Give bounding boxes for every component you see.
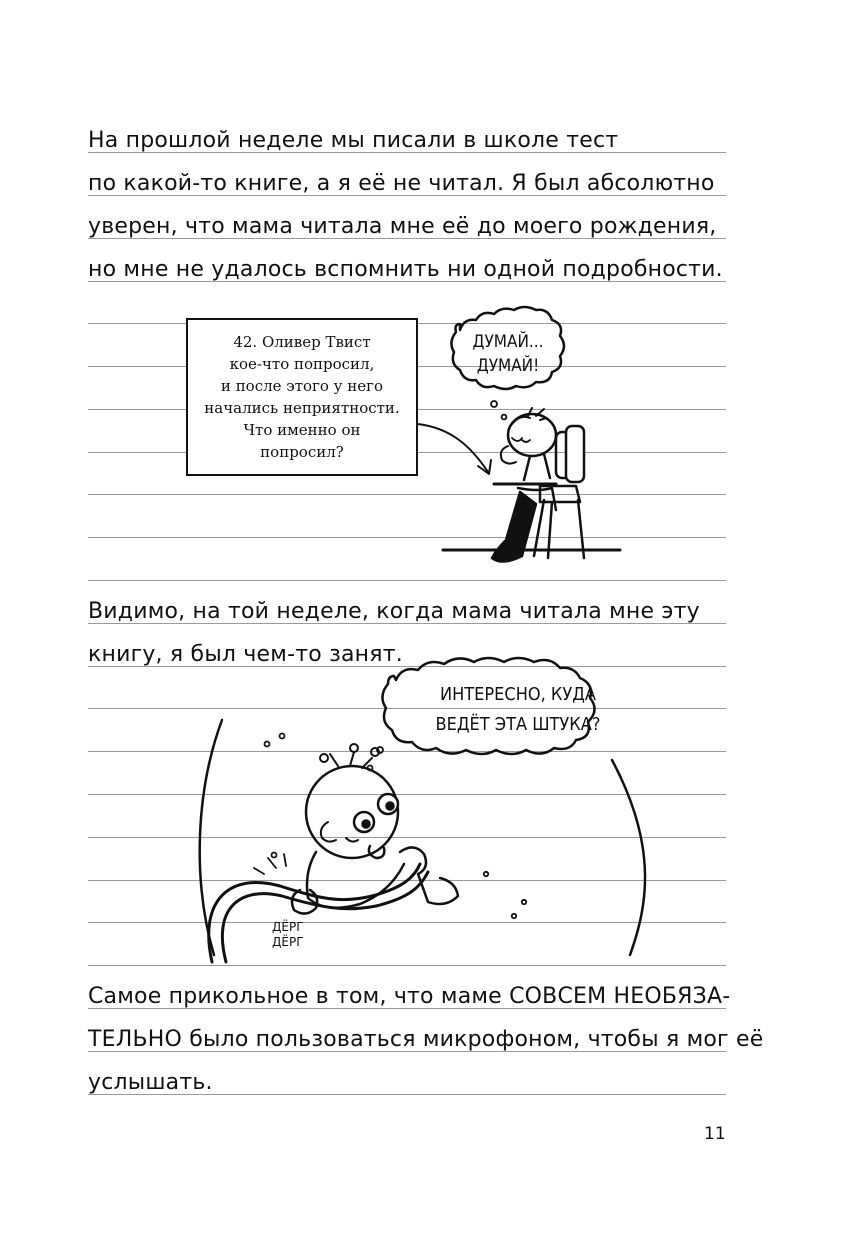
paragraph-2-line-2: книгу, я был чем-то занят. [88,642,403,667]
sound-effect-text: ДЁРГ ДЁРГ [272,920,304,949]
paragraph-1-line-2: по какой-то книге, а я её не читал. Я был абсолютно [88,171,715,196]
paragraph-1-line-3: уверен, что мама читала мне её до моего рождения, [88,214,717,239]
test-question-card [186,318,418,476]
thought-dot [502,415,507,420]
paragraph-3-line-2: ТЕЛЬНО было пользоваться микрофоном, чтобы я мог её [88,1027,764,1052]
thought-text-2: ИНТЕРЕСНО, КУДА ВЕДЁТ ЭТА ШТУКА? [435,684,601,735]
page-number: 11 [704,1124,726,1144]
paragraph-3-line-1: Самое прикольное в том, что маме СОВСЕМ НЕОБЯЗА- [88,984,731,1009]
frame-curve [612,760,645,955]
paragraph-1-line-4: но мне не удалось вспомнить ни одной подробности. [88,257,723,282]
baby-with-tube [209,744,458,962]
thought-text-1: ДУМАЙ... ДУМАЙ! [472,332,544,376]
paragraph-1-line-1: На прошлой неделе мы писали в школе тест [88,128,619,153]
arrow-icon [418,424,488,472]
test-question-text: 42. Оливер Твист кое-что попросил, и после этого у него начались неприятности. Что именно он попросил? [204,333,400,461]
paragraph-2-line-1: Видимо, на той неделе, когда мама читала мне эту [88,599,700,624]
thinking-kid [492,408,584,562]
thought-dot [491,401,497,407]
paragraph-3-line-3: услышать. [88,1070,213,1095]
